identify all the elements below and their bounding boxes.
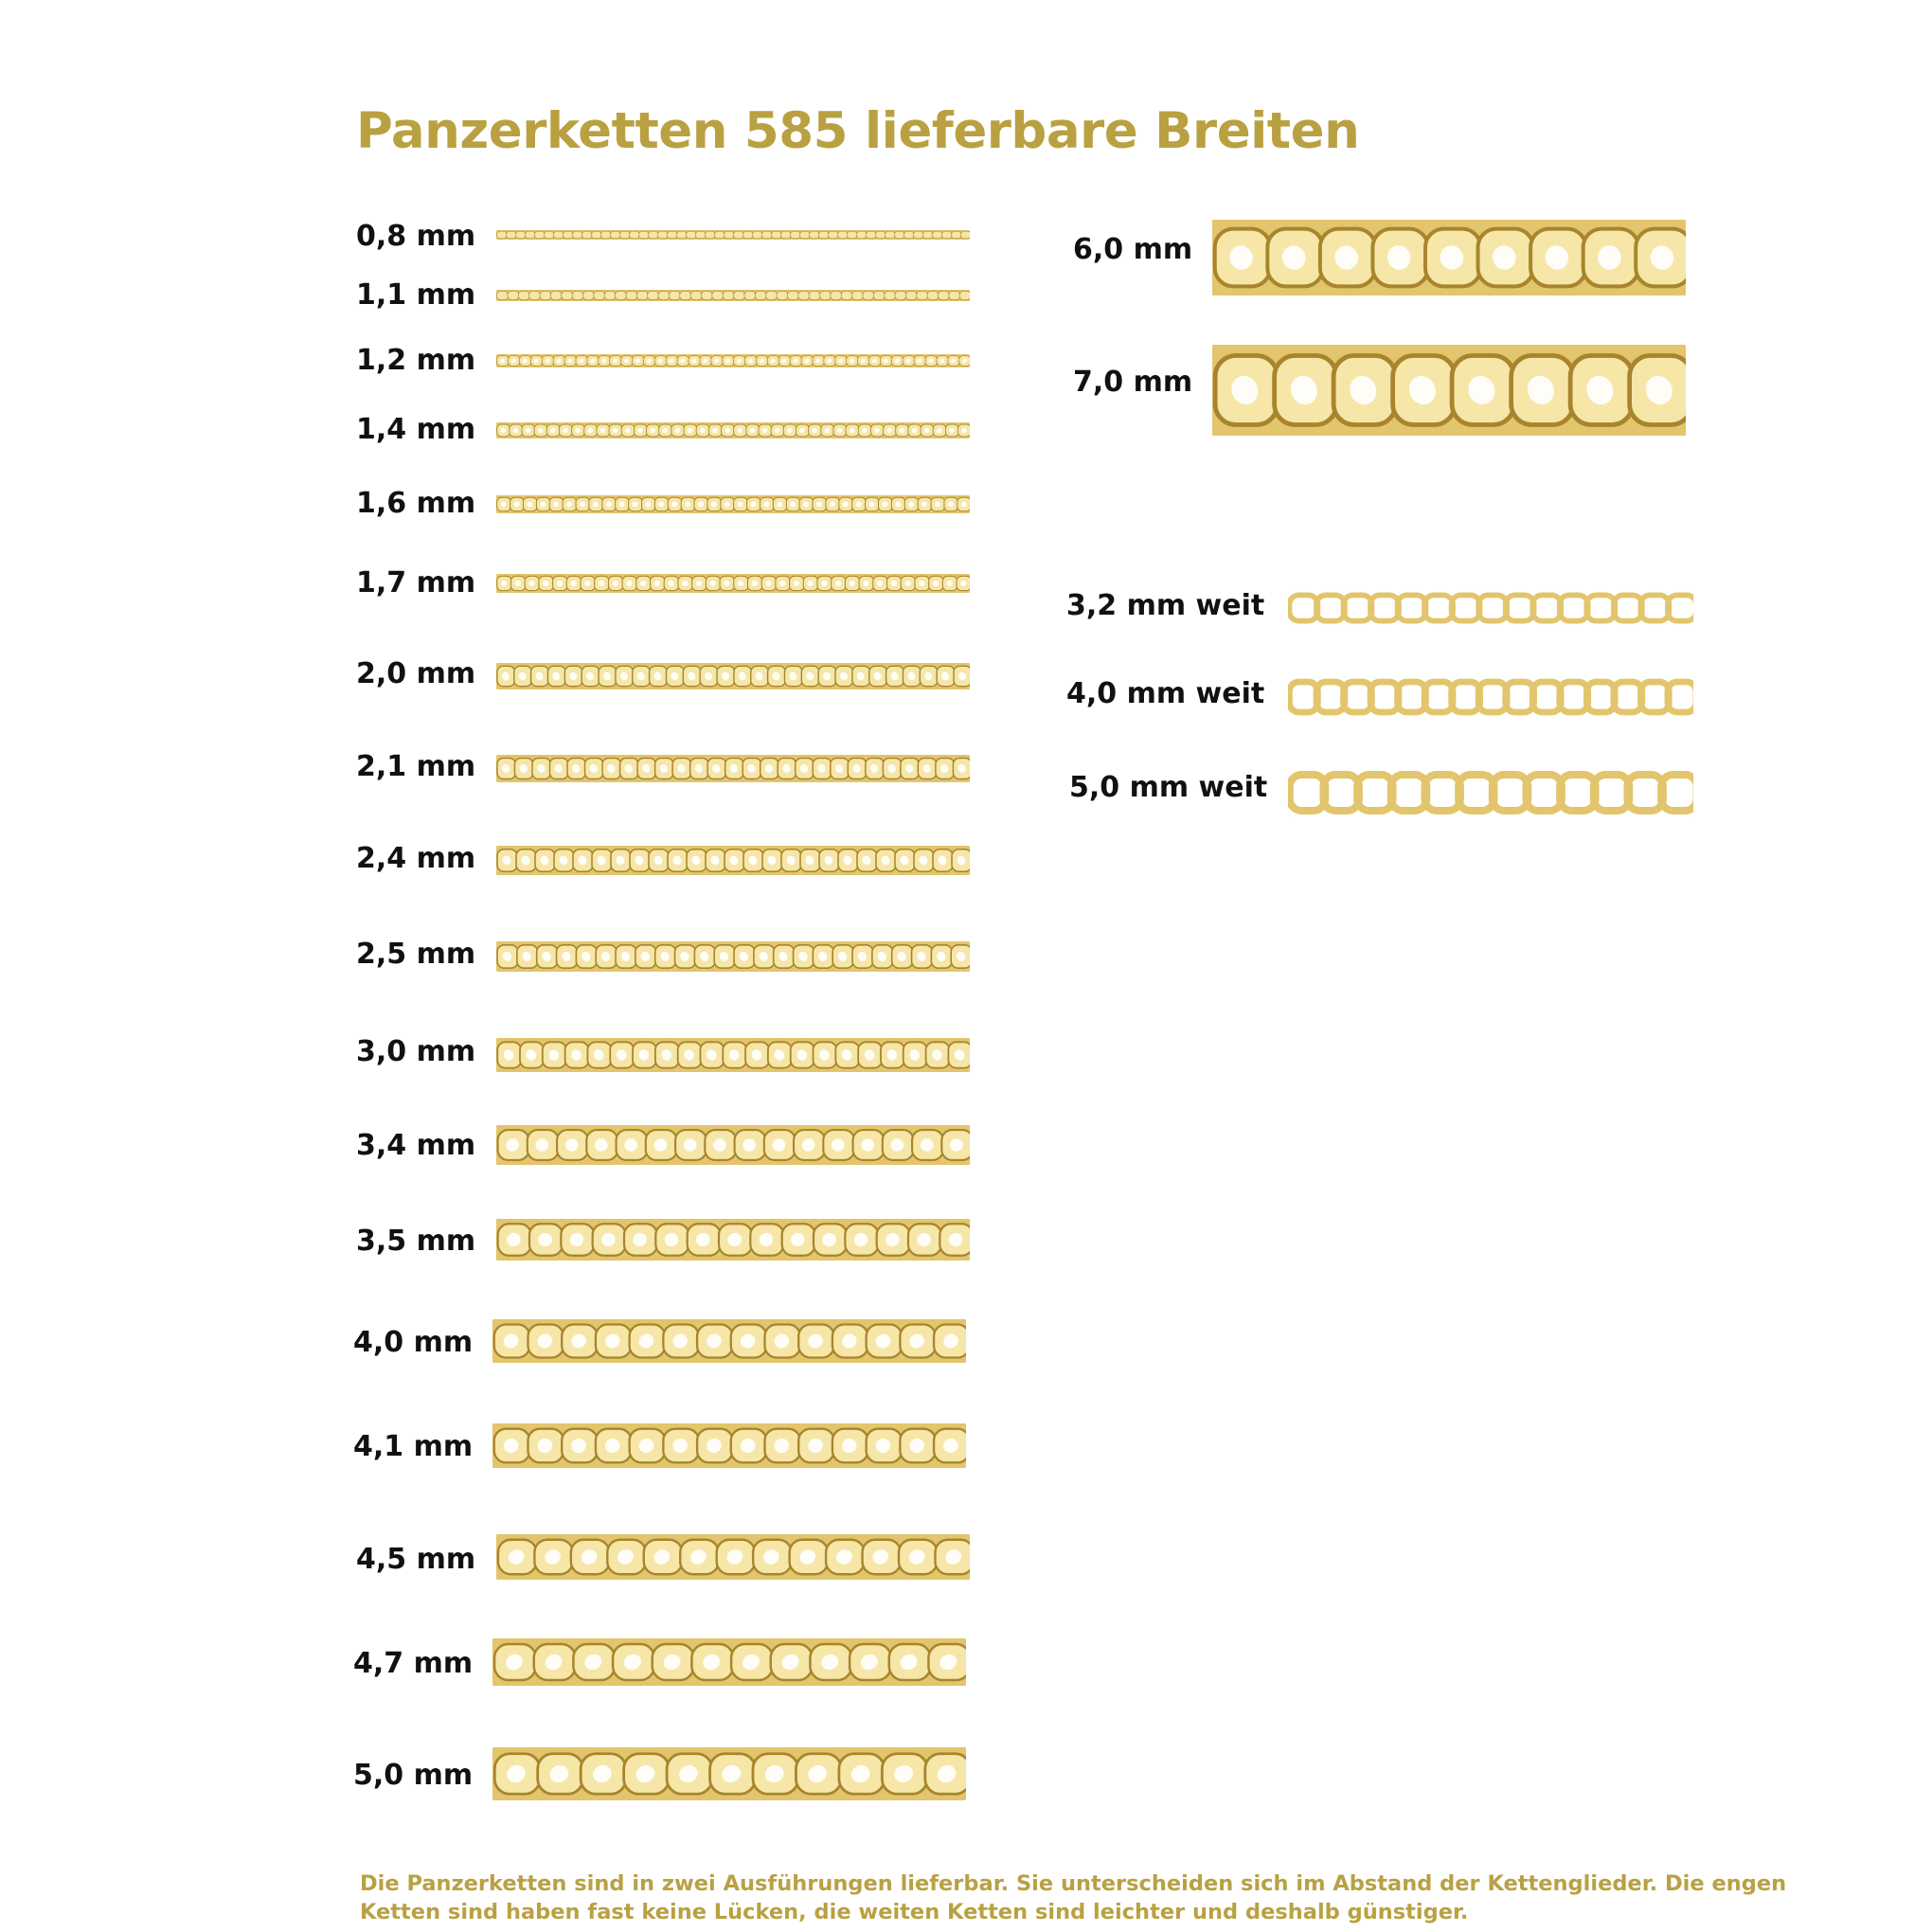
chain-link — [809, 291, 820, 299]
width-label: 4,7 mm — [353, 1647, 474, 1680]
chain-links — [496, 1038, 970, 1072]
width-label: 1,2 mm — [356, 344, 476, 377]
width-label: 4,0 mm weit — [1066, 677, 1265, 710]
chain-link — [938, 291, 949, 299]
chain-links — [1288, 677, 1693, 717]
chain-link — [952, 231, 962, 239]
chain-link — [867, 231, 877, 239]
chain-link — [620, 231, 631, 239]
chain-links — [496, 941, 970, 972]
chain-link — [706, 231, 716, 239]
chain-links — [492, 1319, 966, 1363]
chain-link — [582, 291, 594, 299]
chain-image — [496, 941, 970, 972]
width-label: 2,5 mm — [356, 938, 476, 971]
chain-link — [927, 291, 939, 299]
width-label: 3,4 mm — [356, 1129, 476, 1162]
chain-link — [497, 291, 509, 299]
chain-link — [904, 231, 915, 239]
chain-image — [496, 574, 970, 593]
chain-links — [492, 1638, 966, 1686]
footer-line: Ketten sind haben fast keine Lücken, die weiten Ketten sind leichter und deshalb günstiger. — [360, 1900, 1469, 1924]
chain-link — [762, 231, 773, 239]
chain-link — [829, 231, 839, 239]
chain-link — [857, 231, 868, 239]
chain-link — [863, 291, 874, 299]
chain-link — [639, 231, 650, 239]
chain-link — [886, 231, 896, 239]
chain-link — [723, 291, 734, 299]
chain-link — [777, 291, 788, 299]
chain-link — [715, 231, 725, 239]
chain-links — [496, 846, 970, 875]
chain-links — [496, 663, 970, 689]
chain-image — [496, 354, 970, 367]
chain-link — [885, 291, 896, 299]
width-label: 2,4 mm — [356, 842, 476, 875]
chain-link — [933, 231, 943, 239]
footer-line: Die Panzerketten sind in zwei Ausführungen lieferbar. Sie unterscheiden sich im Abstand der Kettenglieder. Die engen — [360, 1871, 1787, 1896]
chain-link — [724, 231, 735, 239]
chain-link — [852, 291, 864, 299]
chain-link — [744, 291, 756, 299]
chain-link — [905, 291, 917, 299]
chain-link — [923, 231, 934, 239]
chain-link — [507, 231, 517, 239]
chain-link — [819, 231, 830, 239]
chain-link — [616, 291, 627, 299]
chain-links — [496, 354, 970, 367]
chain-link — [573, 231, 583, 239]
chain-image — [496, 663, 970, 689]
chain-image — [496, 290, 970, 301]
chain-link — [961, 231, 971, 239]
chain-links — [1212, 220, 1686, 295]
width-label: 1,4 mm — [356, 413, 476, 446]
width-label: 1,7 mm — [356, 566, 476, 599]
chain-link — [594, 291, 605, 299]
chain-image — [496, 1219, 970, 1261]
chain-link — [516, 231, 527, 239]
chain-link — [582, 231, 593, 239]
chain-link — [526, 231, 536, 239]
chain-link — [649, 231, 659, 239]
chain-link — [810, 231, 820, 239]
chain-link — [734, 231, 744, 239]
chain-link — [701, 291, 712, 299]
chain-links — [496, 495, 970, 513]
chain-links — [496, 290, 970, 301]
chain-link — [658, 231, 669, 239]
chain-link — [743, 231, 754, 239]
chain-links — [492, 1747, 966, 1800]
chain-link — [545, 231, 555, 239]
chain-link — [781, 231, 792, 239]
chain-link — [550, 291, 562, 299]
chain-link — [529, 291, 541, 299]
chain-image — [496, 1534, 970, 1580]
chain-link — [755, 291, 766, 299]
chain-link — [917, 291, 928, 299]
chain-link — [648, 291, 659, 299]
width-label: 0,8 mm — [356, 220, 476, 253]
chain-link — [636, 291, 648, 299]
chain-image — [492, 1747, 966, 1800]
chain-link — [540, 291, 551, 299]
width-label: 5,0 mm — [353, 1759, 474, 1792]
chain-links — [496, 1219, 970, 1261]
chain-link — [680, 291, 691, 299]
chain-image — [496, 495, 970, 513]
chain-link — [959, 291, 970, 299]
chain-link — [895, 291, 906, 299]
chain-image — [1288, 769, 1693, 816]
chain-link — [604, 291, 616, 299]
chain-links — [496, 574, 970, 593]
width-label: 3,0 mm — [356, 1035, 476, 1068]
chain-links — [496, 1125, 970, 1165]
chain-links — [492, 1423, 966, 1468]
chain-link — [592, 231, 602, 239]
chain-link — [895, 231, 905, 239]
width-label: 1,1 mm — [356, 278, 476, 312]
width-label: 3,2 mm weit — [1066, 589, 1265, 622]
chain-link — [690, 291, 702, 299]
page-title: Panzerketten 585 lieferbare Breiten — [356, 102, 1360, 160]
chain-image — [1212, 345, 1686, 436]
chain-image — [1212, 220, 1686, 295]
width-label: 2,0 mm — [356, 657, 476, 690]
chain-link — [601, 231, 612, 239]
width-label: 4,0 mm — [353, 1326, 474, 1359]
width-label: 1,6 mm — [356, 487, 476, 520]
chain-link — [791, 231, 801, 239]
chain-links — [496, 422, 970, 438]
chain-link — [873, 291, 885, 299]
footer-note — [360, 1869, 1787, 1926]
chain-link — [696, 231, 707, 239]
chain-link — [572, 291, 583, 299]
chain-image — [492, 1423, 966, 1468]
chain-link — [876, 231, 886, 239]
chain-image — [492, 1319, 966, 1363]
chain-link — [787, 291, 798, 299]
chain-link — [564, 231, 574, 239]
chain-link — [626, 291, 637, 299]
chain-image — [496, 846, 970, 875]
chain-link — [838, 231, 849, 239]
chain-link — [554, 231, 564, 239]
chain-links — [496, 755, 970, 782]
width-label: 4,5 mm — [356, 1543, 476, 1576]
chain-image — [496, 755, 970, 782]
width-label: 3,5 mm — [356, 1225, 476, 1258]
width-label: 7,0 mm — [1073, 366, 1193, 399]
chain-link — [712, 291, 724, 299]
chain-image — [1288, 677, 1693, 717]
chain-links — [496, 230, 970, 240]
chain-link — [518, 291, 529, 299]
chain-image — [496, 1038, 970, 1072]
chain-link — [734, 291, 745, 299]
chain-link — [772, 231, 782, 239]
chain-link — [914, 231, 924, 239]
chain-link — [766, 291, 778, 299]
chain-image — [496, 230, 970, 240]
width-label: 4,1 mm — [353, 1430, 474, 1463]
chain-link — [798, 291, 810, 299]
chain-link — [658, 291, 670, 299]
chain-link — [841, 291, 852, 299]
chain-link — [687, 231, 697, 239]
chain-link — [611, 231, 621, 239]
chain-link — [497, 231, 508, 239]
chain-link — [535, 231, 546, 239]
chain-link — [630, 231, 640, 239]
chain-link — [800, 231, 811, 239]
chain-link — [819, 291, 831, 299]
chain-link — [677, 231, 688, 239]
chain-links — [496, 1534, 970, 1580]
chain-link — [949, 291, 960, 299]
chain-links — [1288, 769, 1693, 816]
chain-link — [753, 231, 763, 239]
chain-link — [942, 231, 953, 239]
width-label: 5,0 mm weit — [1069, 771, 1268, 804]
chain-link — [848, 231, 858, 239]
width-label: 6,0 mm — [1073, 233, 1193, 266]
width-label: 2,1 mm — [356, 750, 476, 783]
chain-link — [508, 291, 519, 299]
chain-links — [1212, 345, 1686, 436]
chain-link — [562, 291, 573, 299]
chain-link — [669, 291, 680, 299]
chain-link — [668, 231, 678, 239]
chain-image — [496, 1125, 970, 1165]
chain-image — [496, 422, 970, 438]
chain-image — [492, 1638, 966, 1686]
chain-image — [1288, 591, 1693, 625]
chain-link — [831, 291, 842, 299]
chain-links — [1288, 591, 1693, 625]
